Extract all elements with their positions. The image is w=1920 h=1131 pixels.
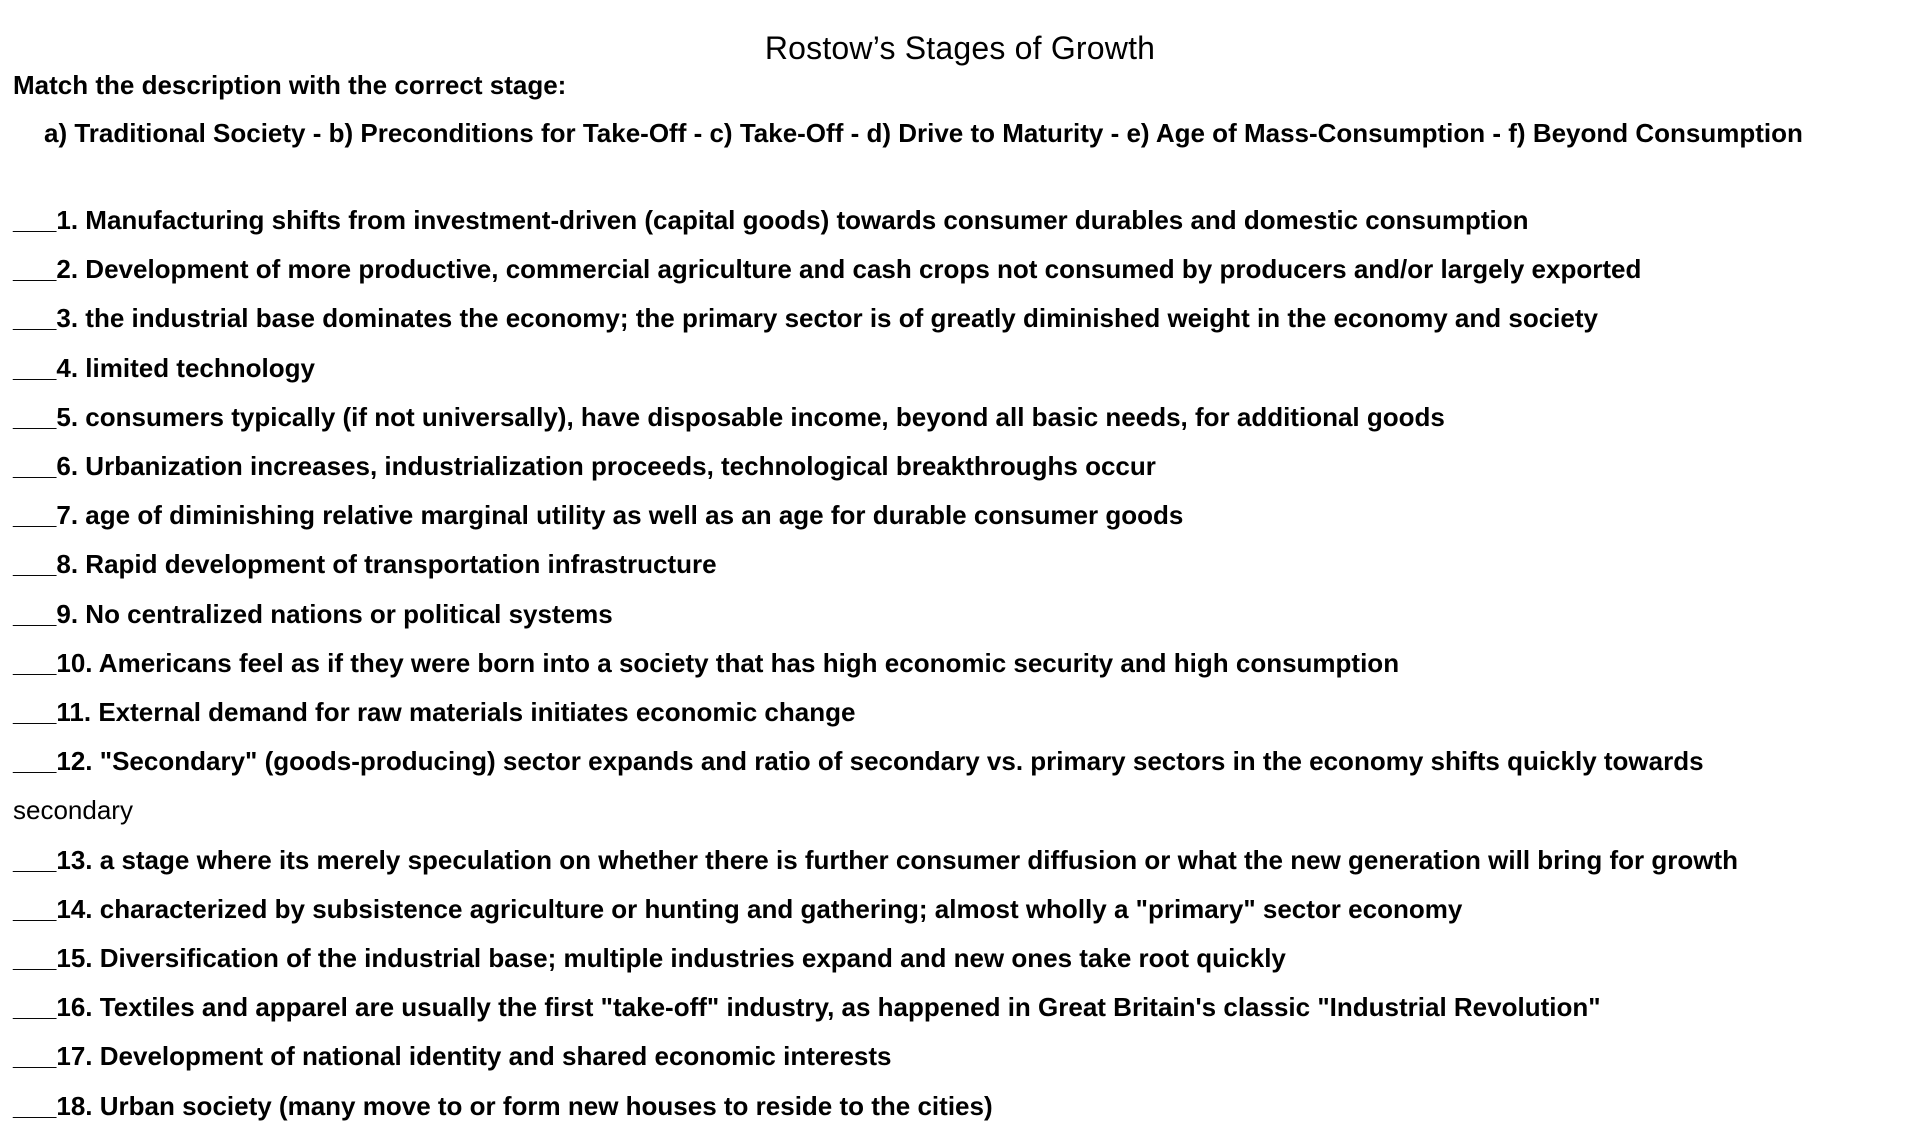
- question-text: 13. a stage where its merely speculation on whether there is further consumer diffusion or what the new generation will bring for growth: [56, 844, 1739, 875]
- question-item: [13, 737, 1903, 786]
- answer-blank: ___: [13, 254, 57, 285]
- question-text: 18. Urban society (many move to or form new houses to reside to the cities): [56, 1090, 993, 1121]
- answer-blank: ___: [13, 451, 57, 482]
- question-text: 10. Americans feel as if they were born into a society that has high economic security and high consumption: [56, 647, 1400, 678]
- question-item: [13, 344, 1903, 393]
- answer-blank: ___: [13, 1090, 57, 1121]
- answer-blank: ___: [13, 697, 57, 728]
- question-text: 14. characterized by subsistence agriculture or hunting and gathering; almost wholly a "primary" sector economy: [56, 893, 1463, 924]
- question-item: [13, 639, 1903, 688]
- question-item: [13, 442, 1903, 491]
- answer-blank: ___: [13, 352, 57, 383]
- question-item: [13, 836, 1903, 885]
- question-item: [13, 294, 1903, 343]
- question-item: [13, 885, 1903, 934]
- page-title: Rostow’s Stages of Growth: [764, 30, 1156, 66]
- question-item: [13, 196, 1903, 245]
- answer-blank: ___: [13, 205, 57, 235]
- question-item: [13, 934, 1903, 983]
- question-text: 9. No centralized nations or political systems: [56, 598, 613, 629]
- answer-blank: ___: [13, 1041, 57, 1072]
- question-text: 2. Development of more productive, commercial agriculture and cash crops not consumed by producers and/or largely exported: [56, 254, 1642, 285]
- stages-options-line: a) Traditional Society - b) Preconditions for Take-Off - c) Take-Off - d) Drive to Maturity - e) Age of Mass-Consumption - f) Beyond Consumption: [44, 118, 1803, 148]
- question-item: [13, 245, 1903, 294]
- question-text: 3. the industrial base dominates the economy; the primary sector is of greatly diminished weight in the economy and society: [56, 303, 1598, 334]
- answer-blank: ___: [13, 303, 57, 334]
- question-text: 8. Rapid development of transportation infrastructure: [56, 549, 717, 580]
- question-text: 1. Manufacturing shifts from investment-driven (capital goods) towards consumer durables and domestic consumption: [56, 205, 1529, 235]
- question-text: 6. Urbanization increases, industrialization proceeds, technological breakthroughs occur: [56, 451, 1156, 482]
- answer-blank: ___: [13, 746, 57, 777]
- question-item: [13, 540, 1903, 589]
- answer-blank: ___: [13, 647, 57, 678]
- answer-blank: ___: [13, 401, 57, 432]
- question-text: 15. Diversification of the industrial base; multiple industries expand and new ones take root quickly: [56, 943, 1286, 974]
- question-item: [13, 1032, 1903, 1081]
- question-text: 11. External demand for raw materials initiates economic change: [56, 697, 856, 728]
- question-text: 12. "Secondary" (goods-producing) sector expands and ratio of secondary vs. primary sectors in the economy shifts quickly towards: [56, 746, 1704, 777]
- question-text: 17. Development of national identity and shared economic interests: [56, 1041, 892, 1072]
- question-item: [13, 491, 1903, 540]
- question-text: 16. Textiles and apparel are usually the first "take-off" industry, as happened in Great Britain's classic "Industrial Revolution": [56, 992, 1601, 1023]
- answer-blank: ___: [13, 893, 57, 924]
- instructions: Match the description with the correct stage:: [13, 70, 567, 100]
- question-item: [13, 983, 1903, 1032]
- answer-blank: ___: [13, 549, 57, 580]
- question-item: [13, 1082, 1903, 1131]
- question-text: 7. age of diminishing relative marginal utility as well as an age for durable consumer goods: [56, 500, 1184, 531]
- question-continuation: secondary: [13, 795, 133, 826]
- question-text: 4. limited technology: [56, 352, 315, 383]
- question-item: [13, 590, 1903, 639]
- answer-blank: ___: [13, 844, 57, 875]
- answer-blank: ___: [13, 992, 57, 1023]
- answer-blank: ___: [13, 598, 57, 629]
- question-item: [13, 393, 1903, 442]
- answer-blank: ___: [13, 943, 57, 974]
- question-item: [13, 688, 1903, 737]
- answer-blank: ___: [13, 500, 57, 531]
- question-text: 5. consumers typically (if not universally), have disposable income, beyond all basic needs, for additional goods: [56, 401, 1445, 432]
- question-list: [13, 196, 1903, 1131]
